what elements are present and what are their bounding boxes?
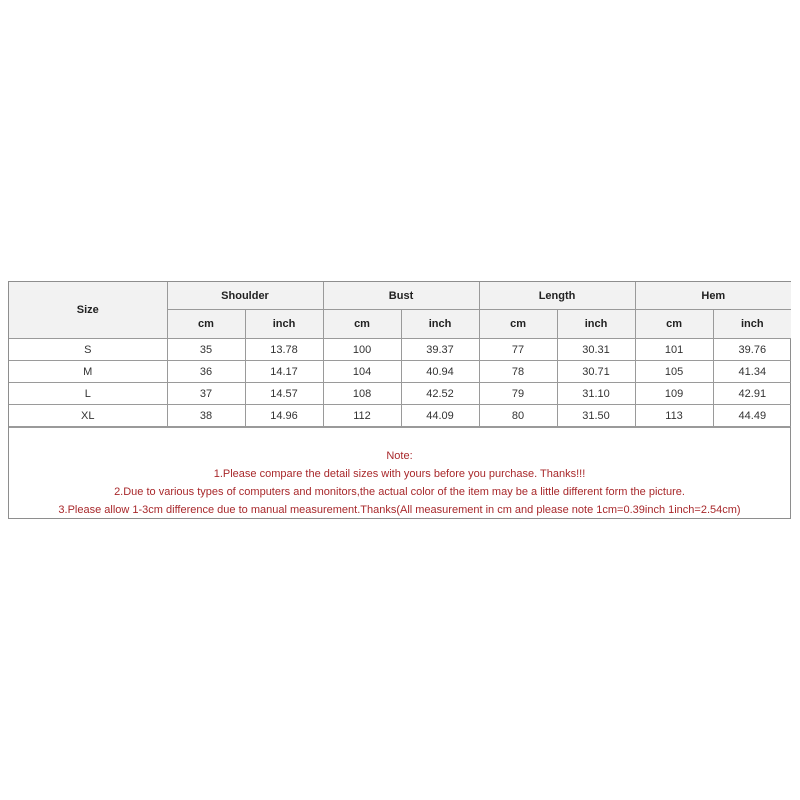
table-cell: 38 bbox=[167, 405, 245, 427]
table-cell: 44.09 bbox=[401, 405, 479, 427]
table-row bbox=[9, 361, 791, 383]
table-cell: 42.52 bbox=[401, 383, 479, 405]
table-cell: 37 bbox=[167, 383, 245, 405]
table-cell: 14.57 bbox=[245, 383, 323, 405]
unit-header: inch bbox=[713, 310, 791, 339]
table-cell: 39.76 bbox=[713, 339, 791, 361]
bust-header: Bust bbox=[323, 282, 479, 310]
table-cell: 36 bbox=[167, 361, 245, 383]
hem-header: Hem bbox=[635, 282, 791, 310]
table-cell: 105 bbox=[635, 361, 713, 383]
table-cell: 112 bbox=[323, 405, 401, 427]
table-cell: 109 bbox=[635, 383, 713, 405]
unit-header: cm bbox=[323, 310, 401, 339]
table-cell: 14.17 bbox=[245, 361, 323, 383]
size-cell: XL bbox=[9, 405, 167, 427]
table-cell: 39.37 bbox=[401, 339, 479, 361]
table-cell: 79 bbox=[479, 383, 557, 405]
table-cell: 101 bbox=[635, 339, 713, 361]
table-cell: 108 bbox=[323, 383, 401, 405]
unit-header: cm bbox=[479, 310, 557, 339]
table-cell: 77 bbox=[479, 339, 557, 361]
table-cell: 30.31 bbox=[557, 339, 635, 361]
table-row bbox=[9, 405, 791, 427]
table-cell: 78 bbox=[479, 361, 557, 383]
table-cell: 42.91 bbox=[713, 383, 791, 405]
unit-header: inch bbox=[557, 310, 635, 339]
table-cell: 35 bbox=[167, 339, 245, 361]
length-header: Length bbox=[479, 282, 635, 310]
size-chart bbox=[8, 281, 791, 519]
table-row bbox=[9, 383, 791, 405]
size-header: Size bbox=[9, 282, 167, 339]
table-cell: 44.49 bbox=[713, 405, 791, 427]
shoulder-header: Shoulder bbox=[167, 282, 323, 310]
table-cell: 31.50 bbox=[557, 405, 635, 427]
table-cell: 80 bbox=[479, 405, 557, 427]
unit-header: inch bbox=[245, 310, 323, 339]
note-line: 3.Please allow 1-3cm difference due to manual measurement.Thanks(All measurement in cm and please note 1cm=0.39inch 1inch=2.54cm) bbox=[58, 504, 741, 516]
table-cell: 104 bbox=[323, 361, 401, 383]
table-cell: 41.34 bbox=[713, 361, 791, 383]
note-line: 1.Please compare the detail sizes with yours before you purchase. Thanks!!! bbox=[213, 468, 586, 480]
table-cell: 113 bbox=[635, 405, 713, 427]
size-cell: L bbox=[9, 383, 167, 405]
size-table bbox=[9, 282, 791, 427]
table-cell: 31.10 bbox=[557, 383, 635, 405]
header-row-groups bbox=[9, 282, 791, 310]
table-cell: 30.71 bbox=[557, 361, 635, 383]
size-cell: S bbox=[9, 339, 167, 361]
table-cell: 40.94 bbox=[401, 361, 479, 383]
table-row bbox=[9, 339, 791, 361]
table-cell: 13.78 bbox=[245, 339, 323, 361]
note-line: 2.Due to various types of computers and monitors,the actual color of the item may be a little different form the picture. bbox=[114, 486, 685, 498]
unit-header: cm bbox=[635, 310, 713, 339]
notes-title: Note: bbox=[386, 450, 413, 462]
size-cell: M bbox=[9, 361, 167, 383]
unit-header: inch bbox=[401, 310, 479, 339]
notes-section bbox=[9, 427, 790, 517]
table-cell: 100 bbox=[323, 339, 401, 361]
table-cell: 14.96 bbox=[245, 405, 323, 427]
unit-header: cm bbox=[167, 310, 245, 339]
